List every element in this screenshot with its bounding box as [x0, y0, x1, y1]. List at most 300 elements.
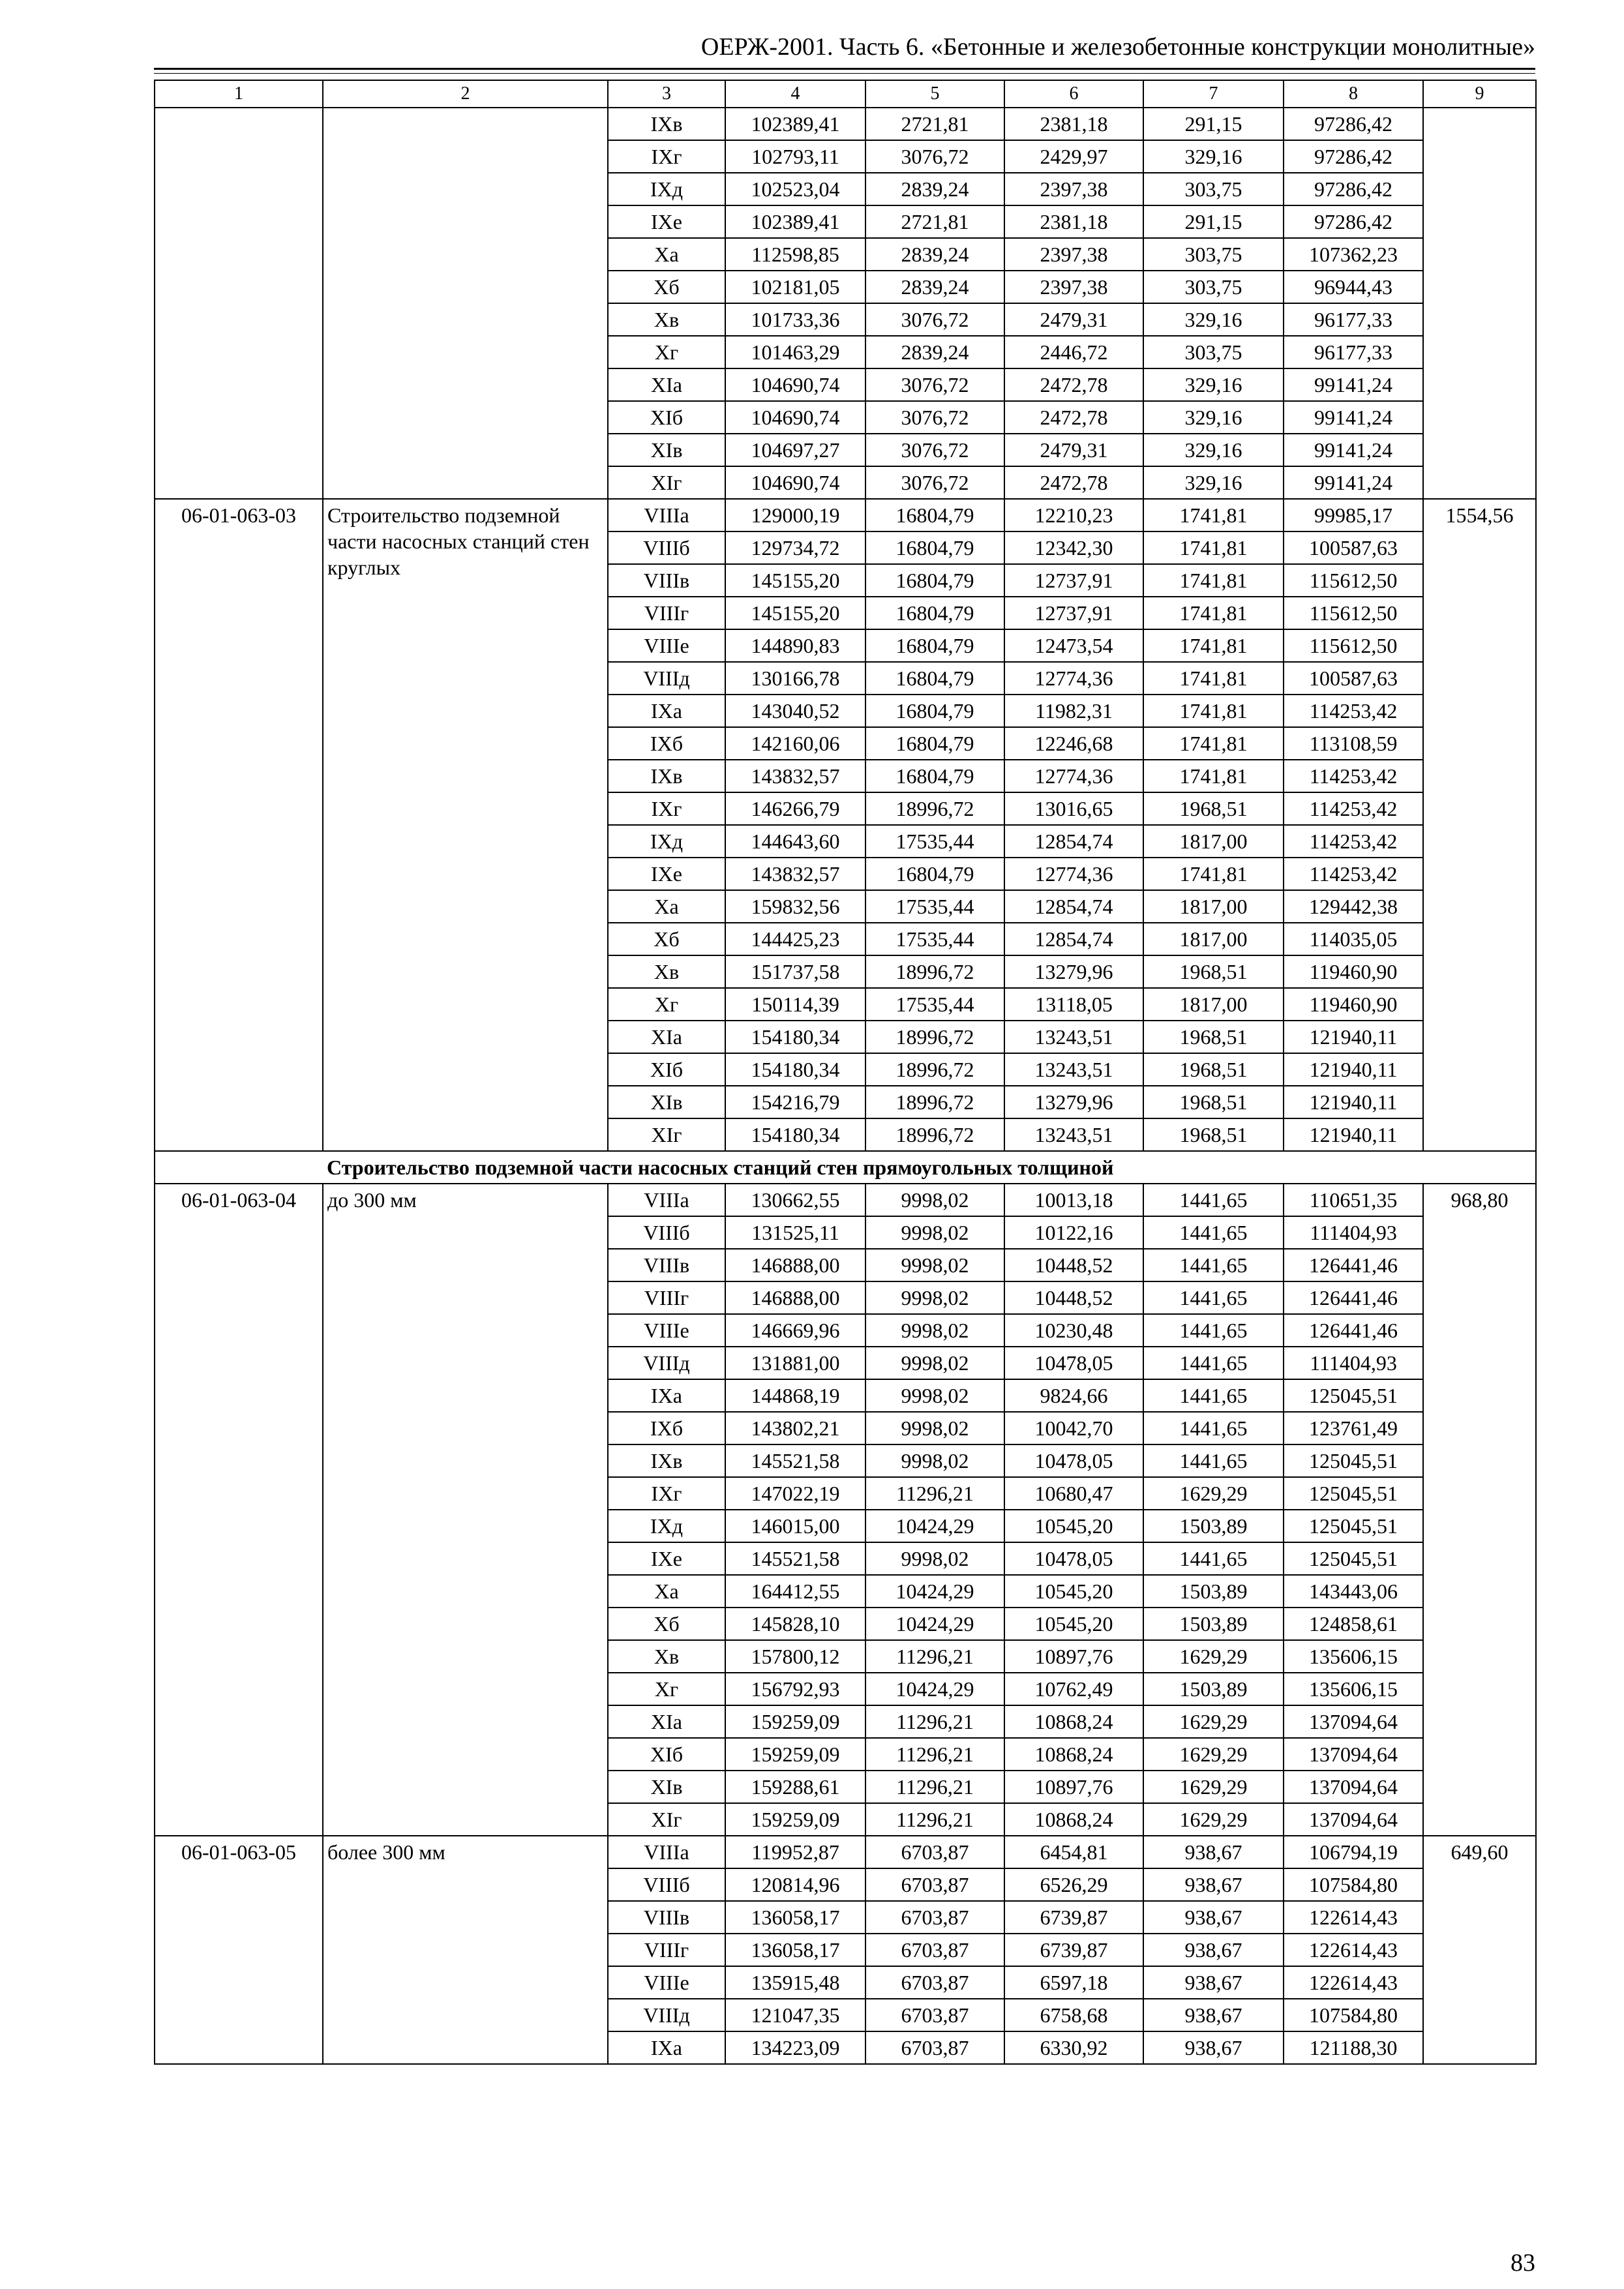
value-cell: 6703,87 — [865, 2031, 1004, 2064]
zone-cell: XIг — [608, 1803, 725, 1836]
value-cell: 97286,42 — [1284, 108, 1423, 140]
value-cell: 12737,91 — [1004, 597, 1143, 629]
value-cell: 144643,60 — [725, 825, 865, 858]
value-cell: 303,75 — [1143, 271, 1284, 303]
value-cell: 1441,65 — [1143, 1412, 1284, 1444]
value-cell: 11296,21 — [865, 1705, 1004, 1738]
value-cell: 159259,09 — [725, 1803, 865, 1836]
zone-cell: Xб — [608, 1608, 725, 1640]
value-cell: 12774,36 — [1004, 760, 1143, 792]
value-cell: 101463,29 — [725, 336, 865, 368]
value-cell: 2721,81 — [865, 108, 1004, 140]
value-cell: 6703,87 — [865, 1901, 1004, 1934]
zone-cell: IXб — [608, 727, 725, 760]
value-cell: 17535,44 — [865, 923, 1004, 955]
value-cell: 146015,00 — [725, 1510, 865, 1542]
value-cell: 104690,74 — [725, 401, 865, 434]
value-cell: 146888,00 — [725, 1249, 865, 1281]
value-cell: 143832,57 — [725, 858, 865, 890]
value-cell: 9998,02 — [865, 1379, 1004, 1412]
value-cell: 1968,51 — [1143, 792, 1284, 825]
value-cell: 107584,80 — [1284, 1999, 1423, 2031]
value-cell: 110651,35 — [1284, 1184, 1423, 1216]
value-cell: 12210,23 — [1004, 499, 1143, 531]
value-cell: 142160,06 — [725, 727, 865, 760]
value-cell: 125045,51 — [1284, 1477, 1423, 1510]
zone-cell: VIIIе — [608, 629, 725, 662]
value-cell: 119460,90 — [1284, 955, 1423, 988]
value-cell: 159259,09 — [725, 1705, 865, 1738]
value-cell: 2397,38 — [1004, 271, 1143, 303]
value-cell: 10478,05 — [1004, 1347, 1143, 1379]
value-cell: 10424,29 — [865, 1575, 1004, 1608]
value-cell: 114253,42 — [1284, 760, 1423, 792]
value-cell: 9998,02 — [865, 1249, 1004, 1281]
value-cell: 101733,36 — [725, 303, 865, 336]
zone-cell: Xв — [608, 1640, 725, 1673]
norm-code: 06-01-063-04 — [155, 1184, 323, 1836]
value-cell: 111404,93 — [1284, 1347, 1423, 1379]
value-cell: 2839,24 — [865, 271, 1004, 303]
value-cell: 2381,18 — [1004, 205, 1143, 238]
value-cell: 3076,72 — [865, 434, 1004, 466]
value-cell: 1441,65 — [1143, 1184, 1284, 1216]
value-cell: 329,16 — [1143, 434, 1284, 466]
value-cell: 1968,51 — [1143, 1118, 1284, 1151]
value-cell: 938,67 — [1143, 1868, 1284, 1901]
value-cell: 10042,70 — [1004, 1412, 1143, 1444]
value-cell: 12854,74 — [1004, 890, 1143, 923]
value-cell: 99141,24 — [1284, 368, 1423, 401]
zone-cell: Xг — [608, 988, 725, 1021]
zone-cell: VIIIа — [608, 1836, 725, 1868]
value-cell: 1968,51 — [1143, 1053, 1284, 1086]
value-cell: 131881,00 — [725, 1347, 865, 1379]
value-cell: 2839,24 — [865, 336, 1004, 368]
zone-cell: Xа — [608, 1575, 725, 1608]
value-cell: 1817,00 — [1143, 890, 1284, 923]
zone-cell: VIIIд — [608, 662, 725, 695]
value-cell: 159832,56 — [725, 890, 865, 923]
norm-name: Строительство подземной части насосных станций стен круглых — [323, 499, 608, 1151]
value-cell: 3076,72 — [865, 303, 1004, 336]
value-cell: 1741,81 — [1143, 858, 1284, 890]
value-cell: 126441,46 — [1284, 1314, 1423, 1347]
zone-cell: VIIIг — [608, 1934, 725, 1966]
column-number: 3 — [608, 80, 725, 108]
value-cell: 10424,29 — [865, 1673, 1004, 1705]
value-cell: 12854,74 — [1004, 923, 1143, 955]
value-cell: 12854,74 — [1004, 825, 1143, 858]
value-cell: 106794,19 — [1284, 1836, 1423, 1868]
value-cell: 10545,20 — [1004, 1510, 1143, 1542]
value-cell: 2429,97 — [1004, 140, 1143, 173]
value-cell: 111404,93 — [1284, 1216, 1423, 1249]
value-cell: 2397,38 — [1004, 173, 1143, 205]
value-cell: 13243,51 — [1004, 1118, 1143, 1151]
norms-table — [154, 80, 1537, 2065]
value-cell: 97286,42 — [1284, 173, 1423, 205]
value-cell: 13118,05 — [1004, 988, 1143, 1021]
value-cell: 2839,24 — [865, 173, 1004, 205]
value-cell: 1441,65 — [1143, 1347, 1284, 1379]
value-cell: 13279,96 — [1004, 1086, 1143, 1118]
value-cell: 2446,72 — [1004, 336, 1143, 368]
norm-code: 06-01-063-03 — [155, 499, 323, 1151]
value-cell: 6758,68 — [1004, 1999, 1143, 2031]
value-cell: 102389,41 — [725, 205, 865, 238]
value-cell: 1441,65 — [1143, 1444, 1284, 1477]
value-cell: 129734,72 — [725, 531, 865, 564]
value-cell: 143802,21 — [725, 1412, 865, 1444]
value-cell: 151737,58 — [725, 955, 865, 988]
value-cell: 137094,64 — [1284, 1803, 1423, 1836]
value-cell: 18996,72 — [865, 1053, 1004, 1086]
value-cell: 154180,34 — [725, 1021, 865, 1053]
value-cell: 16804,79 — [865, 727, 1004, 760]
value-cell: 12473,54 — [1004, 629, 1143, 662]
value-cell: 150114,39 — [725, 988, 865, 1021]
value-cell: 135606,15 — [1284, 1673, 1423, 1705]
zone-cell: Xб — [608, 923, 725, 955]
zone-cell: IXв — [608, 760, 725, 792]
norm-name: более 300 мм — [323, 1836, 608, 2064]
value-cell: 6703,87 — [865, 1966, 1004, 1999]
column-number: 8 — [1284, 80, 1423, 108]
zone-cell: VIIIд — [608, 1999, 725, 2031]
norm-col9 — [1423, 108, 1536, 499]
value-cell: 6703,87 — [865, 1836, 1004, 1868]
value-cell: 125045,51 — [1284, 1379, 1423, 1412]
zone-cell: IXе — [608, 1542, 725, 1575]
value-cell: 1968,51 — [1143, 955, 1284, 988]
value-cell: 291,15 — [1143, 205, 1284, 238]
value-cell: 1629,29 — [1143, 1477, 1284, 1510]
value-cell: 113108,59 — [1284, 727, 1423, 760]
value-cell: 121047,35 — [725, 1999, 865, 2031]
value-cell: 125045,51 — [1284, 1510, 1423, 1542]
zone-cell: XIг — [608, 466, 725, 499]
value-cell: 102181,05 — [725, 271, 865, 303]
value-cell: 1503,89 — [1143, 1510, 1284, 1542]
value-cell: 145521,58 — [725, 1542, 865, 1575]
column-number-row — [155, 80, 1536, 108]
value-cell: 159288,61 — [725, 1771, 865, 1803]
value-cell: 143832,57 — [725, 760, 865, 792]
zone-cell: XIа — [608, 1705, 725, 1738]
value-cell: 17535,44 — [865, 988, 1004, 1021]
value-cell: 1741,81 — [1143, 564, 1284, 597]
value-cell: 9998,02 — [865, 1412, 1004, 1444]
value-cell: 102793,11 — [725, 140, 865, 173]
value-cell: 121940,11 — [1284, 1053, 1423, 1086]
value-cell: 102389,41 — [725, 108, 865, 140]
value-cell: 147022,19 — [725, 1477, 865, 1510]
zone-cell: VIIIе — [608, 1314, 725, 1347]
value-cell: 9824,66 — [1004, 1379, 1143, 1412]
value-cell: 3076,72 — [865, 466, 1004, 499]
value-cell: 16804,79 — [865, 629, 1004, 662]
value-cell: 146669,96 — [725, 1314, 865, 1347]
value-cell: 6330,92 — [1004, 2031, 1143, 2064]
value-cell: 6526,29 — [1004, 1868, 1143, 1901]
value-cell: 6703,87 — [865, 1934, 1004, 1966]
norm-col9: 649,60 — [1423, 1836, 1536, 2064]
zone-cell: IXд — [608, 825, 725, 858]
value-cell: 6739,87 — [1004, 1934, 1143, 1966]
value-cell: 938,67 — [1143, 1901, 1284, 1934]
value-cell: 16804,79 — [865, 499, 1004, 531]
value-cell: 1629,29 — [1143, 1771, 1284, 1803]
value-cell: 13016,65 — [1004, 792, 1143, 825]
value-cell: 96177,33 — [1284, 303, 1423, 336]
value-cell: 99985,17 — [1284, 499, 1423, 531]
value-cell: 144425,23 — [725, 923, 865, 955]
value-cell: 10478,05 — [1004, 1542, 1143, 1575]
zone-cell: IXа — [608, 1379, 725, 1412]
value-cell: 157800,12 — [725, 1640, 865, 1673]
value-cell: 145155,20 — [725, 597, 865, 629]
zone-cell: VIIIа — [608, 1184, 725, 1216]
value-cell: 17535,44 — [865, 825, 1004, 858]
value-cell: 938,67 — [1143, 1934, 1284, 1966]
value-cell: 114035,05 — [1284, 923, 1423, 955]
value-cell: 114253,42 — [1284, 695, 1423, 727]
value-cell: 938,67 — [1143, 2031, 1284, 2064]
value-cell: 1968,51 — [1143, 1086, 1284, 1118]
value-cell: 938,67 — [1143, 1966, 1284, 1999]
value-cell: 18996,72 — [865, 1086, 1004, 1118]
value-cell: 136058,17 — [725, 1934, 865, 1966]
value-cell: 114253,42 — [1284, 858, 1423, 890]
zone-cell: IXд — [608, 1510, 725, 1542]
zone-cell: IXе — [608, 858, 725, 890]
value-cell: 1741,81 — [1143, 597, 1284, 629]
value-cell: 96944,43 — [1284, 271, 1423, 303]
value-cell: 12774,36 — [1004, 662, 1143, 695]
value-cell: 119460,90 — [1284, 988, 1423, 1021]
value-cell: 126441,46 — [1284, 1249, 1423, 1281]
value-cell: 13243,51 — [1004, 1021, 1143, 1053]
value-cell: 124858,61 — [1284, 1608, 1423, 1640]
value-cell: 13243,51 — [1004, 1053, 1143, 1086]
value-cell: 1817,00 — [1143, 988, 1284, 1021]
value-cell: 18996,72 — [865, 1118, 1004, 1151]
header-rule-thin — [154, 73, 1535, 74]
value-cell: 12246,68 — [1004, 727, 1143, 760]
header-rule — [154, 68, 1535, 70]
value-cell: 99141,24 — [1284, 434, 1423, 466]
column-number: 4 — [725, 80, 865, 108]
value-cell: 1741,81 — [1143, 662, 1284, 695]
value-cell: 6454,81 — [1004, 1836, 1143, 1868]
value-cell: 130166,78 — [725, 662, 865, 695]
value-cell: 291,15 — [1143, 108, 1284, 140]
value-cell: 303,75 — [1143, 336, 1284, 368]
zone-cell: Xг — [608, 336, 725, 368]
zone-cell: Xв — [608, 303, 725, 336]
value-cell: 11296,21 — [865, 1771, 1004, 1803]
value-cell: 114253,42 — [1284, 825, 1423, 858]
value-cell: 154180,34 — [725, 1053, 865, 1086]
value-cell: 1441,65 — [1143, 1314, 1284, 1347]
zone-cell: IXб — [608, 1412, 725, 1444]
value-cell: 16804,79 — [865, 531, 1004, 564]
table-row — [155, 108, 1536, 140]
value-cell: 131525,11 — [725, 1216, 865, 1249]
value-cell: 2721,81 — [865, 205, 1004, 238]
zone-cell: VIIIб — [608, 1216, 725, 1249]
value-cell: 104697,27 — [725, 434, 865, 466]
zone-cell: VIIIа — [608, 499, 725, 531]
value-cell: 115612,50 — [1284, 629, 1423, 662]
zone-cell: IXв — [608, 108, 725, 140]
value-cell: 10545,20 — [1004, 1575, 1143, 1608]
value-cell: 11296,21 — [865, 1738, 1004, 1771]
value-cell: 1741,81 — [1143, 727, 1284, 760]
zone-cell: IXг — [608, 1477, 725, 1510]
value-cell: 16804,79 — [865, 564, 1004, 597]
value-cell: 2397,38 — [1004, 238, 1143, 271]
value-cell: 125045,51 — [1284, 1542, 1423, 1575]
zone-cell: IXд — [608, 173, 725, 205]
value-cell: 1968,51 — [1143, 1021, 1284, 1053]
zone-cell: VIIIб — [608, 531, 725, 564]
value-cell: 17535,44 — [865, 890, 1004, 923]
value-cell: 1629,29 — [1143, 1803, 1284, 1836]
value-cell: 137094,64 — [1284, 1705, 1423, 1738]
value-cell: 938,67 — [1143, 1999, 1284, 2031]
value-cell: 16804,79 — [865, 695, 1004, 727]
zone-cell: VIIIг — [608, 597, 725, 629]
value-cell: 9998,02 — [865, 1347, 1004, 1379]
value-cell: 10868,24 — [1004, 1738, 1143, 1771]
zone-cell: IXа — [608, 695, 725, 727]
value-cell: 329,16 — [1143, 368, 1284, 401]
norm-code: 06-01-063-05 — [155, 1836, 323, 2064]
value-cell: 1741,81 — [1143, 695, 1284, 727]
value-cell: 9998,02 — [865, 1281, 1004, 1314]
value-cell: 143040,52 — [725, 695, 865, 727]
zone-cell: XIа — [608, 1021, 725, 1053]
value-cell: 115612,50 — [1284, 597, 1423, 629]
value-cell: 6703,87 — [865, 1999, 1004, 2031]
zone-cell: VIIIг — [608, 1281, 725, 1314]
value-cell: 3076,72 — [865, 401, 1004, 434]
value-cell: 100587,63 — [1284, 662, 1423, 695]
value-cell: 121940,11 — [1284, 1118, 1423, 1151]
value-cell: 144868,19 — [725, 1379, 865, 1412]
table-row — [155, 499, 1536, 531]
value-cell: 137094,64 — [1284, 1738, 1423, 1771]
table-row — [155, 1184, 1536, 1216]
value-cell: 6703,87 — [865, 1868, 1004, 1901]
value-cell: 121940,11 — [1284, 1021, 1423, 1053]
value-cell: 11296,21 — [865, 1477, 1004, 1510]
value-cell: 1817,00 — [1143, 923, 1284, 955]
zone-cell: VIIIв — [608, 1901, 725, 1934]
value-cell: 329,16 — [1143, 140, 1284, 173]
zone-cell: IXг — [608, 792, 725, 825]
value-cell: 143443,06 — [1284, 1575, 1423, 1608]
zone-cell: XIа — [608, 368, 725, 401]
value-cell: 10545,20 — [1004, 1608, 1143, 1640]
value-cell: 122614,43 — [1284, 1934, 1423, 1966]
value-cell: 2472,78 — [1004, 368, 1143, 401]
value-cell: 12342,30 — [1004, 531, 1143, 564]
column-number: 1 — [155, 80, 323, 108]
value-cell: 135606,15 — [1284, 1640, 1423, 1673]
zone-cell: Xа — [608, 238, 725, 271]
value-cell: 1503,89 — [1143, 1575, 1284, 1608]
norm-col9: 968,80 — [1423, 1184, 1536, 1836]
value-cell: 120814,96 — [725, 1868, 865, 1901]
section-header-row — [155, 1151, 1536, 1184]
value-cell: 2479,31 — [1004, 434, 1143, 466]
value-cell: 16804,79 — [865, 662, 1004, 695]
zone-cell: XIб — [608, 1738, 725, 1771]
value-cell: 99141,24 — [1284, 466, 1423, 499]
zone-cell: VIIIв — [608, 1249, 725, 1281]
value-cell: 2472,78 — [1004, 401, 1143, 434]
value-cell: 1741,81 — [1143, 629, 1284, 662]
value-cell: 104690,74 — [725, 466, 865, 499]
value-cell: 1741,81 — [1143, 499, 1284, 531]
value-cell: 16804,79 — [865, 760, 1004, 792]
zone-cell: IXа — [608, 2031, 725, 2064]
value-cell: 10762,49 — [1004, 1673, 1143, 1705]
value-cell: 938,67 — [1143, 1836, 1284, 1868]
value-cell: 97286,42 — [1284, 140, 1423, 173]
page-header-title: ОЕРЖ-2001. Часть 6. «Бетонные и железобетонные конструкции монолитные» — [700, 33, 1535, 61]
zone-cell: IXе — [608, 205, 725, 238]
value-cell: 112598,85 — [725, 238, 865, 271]
value-cell: 104690,74 — [725, 368, 865, 401]
value-cell: 3076,72 — [865, 140, 1004, 173]
section-header-title: Строительство подземной части насосных станций стен прямоугольных толщиной — [323, 1151, 1536, 1184]
value-cell: 1503,89 — [1143, 1608, 1284, 1640]
zone-cell: Xг — [608, 1673, 725, 1705]
zone-cell: Xб — [608, 271, 725, 303]
value-cell: 10122,16 — [1004, 1216, 1143, 1249]
value-cell: 126441,46 — [1284, 1281, 1423, 1314]
value-cell: 1441,65 — [1143, 1281, 1284, 1314]
value-cell: 6597,18 — [1004, 1966, 1143, 1999]
value-cell: 11296,21 — [865, 1803, 1004, 1836]
norm-name: до 300 мм — [323, 1184, 608, 1836]
norm-col9: 1554,56 — [1423, 499, 1536, 1151]
value-cell: 119952,87 — [725, 1836, 865, 1868]
column-number: 6 — [1004, 80, 1143, 108]
value-cell: 107584,80 — [1284, 1868, 1423, 1901]
value-cell: 303,75 — [1143, 238, 1284, 271]
value-cell: 2479,31 — [1004, 303, 1143, 336]
value-cell: 10897,76 — [1004, 1771, 1143, 1803]
value-cell: 1629,29 — [1143, 1705, 1284, 1738]
value-cell: 9998,02 — [865, 1542, 1004, 1575]
value-cell: 10448,52 — [1004, 1249, 1143, 1281]
value-cell: 122614,43 — [1284, 1901, 1423, 1934]
value-cell: 146888,00 — [725, 1281, 865, 1314]
value-cell: 96177,33 — [1284, 336, 1423, 368]
value-cell: 16804,79 — [865, 858, 1004, 890]
value-cell: 303,75 — [1143, 173, 1284, 205]
value-cell: 154180,34 — [725, 1118, 865, 1151]
value-cell: 130662,55 — [725, 1184, 865, 1216]
zone-cell: VIIIе — [608, 1966, 725, 1999]
value-cell: 1503,89 — [1143, 1673, 1284, 1705]
column-number: 7 — [1143, 80, 1284, 108]
